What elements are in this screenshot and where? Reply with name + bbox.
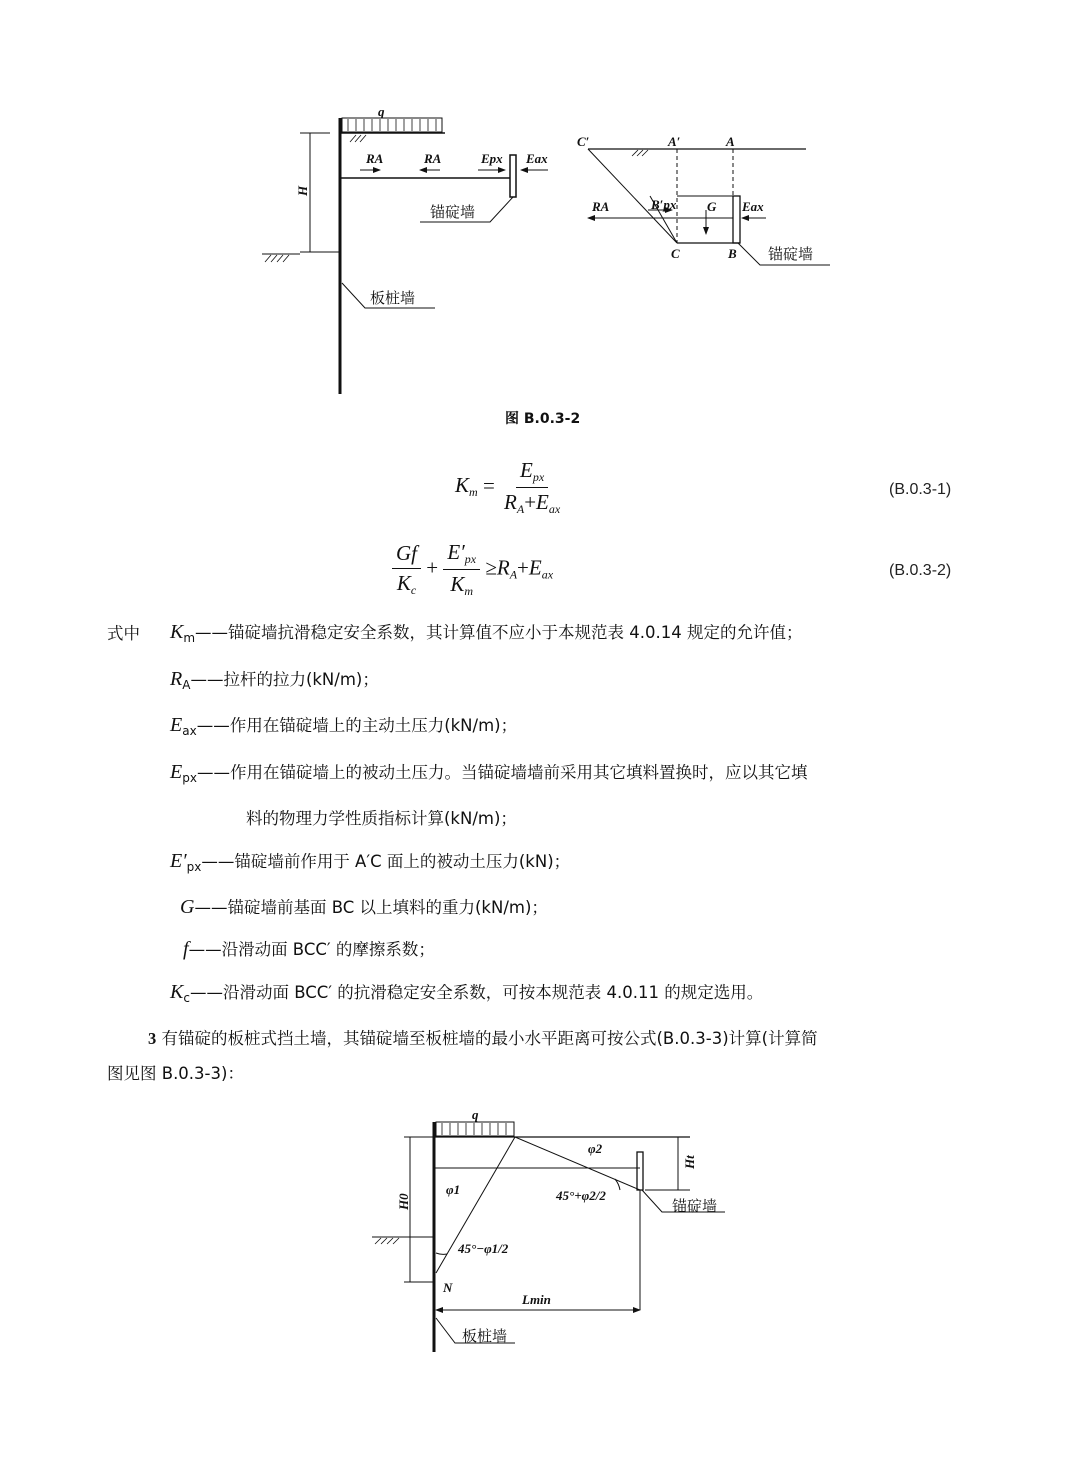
equation-b-0-3-2: $\frac{Gf}{K_c}$ + $\frac{E'_{px}}{K_m}$ $\ge R_A+E_{ax}$	[392, 540, 553, 599]
c-prime-label: C′	[577, 134, 590, 149]
h0-label: H0	[396, 1193, 411, 1210]
equation-b-0-3-1: $K_m$ = $\frac{E_{px}}{R_A+E_{ax}}$	[455, 458, 564, 517]
figure-b-0-3-2	[0, 90, 1080, 410]
lmin-label: Lmin	[522, 1292, 551, 1307]
definition-ra: $R_A——$拉杆的拉力(kN/m)；	[170, 668, 379, 692]
ra-label-3: RA	[592, 199, 610, 214]
angle-45-plus-label: 45°+φ2/2	[556, 1188, 606, 1203]
anchor-wall-label: 锚碇墙	[430, 203, 476, 221]
definition-f: f——沿滑动面 BCC′ 的摩擦系数；	[183, 938, 435, 960]
definition-epx: $E_{px}——$作用在锚碇墙上的被动土压力。当锚碇墙墙前采用其它填料置换时，应以其它填	[170, 761, 808, 785]
ht-label: Ht	[682, 1155, 697, 1169]
figure-caption: 图 B.0.3-2	[505, 411, 581, 427]
eax-label: Eax	[526, 151, 548, 166]
eq2-fraction-2: $\frac{E'_{px}}{K_m}$	[443, 540, 480, 599]
b-prime-px-label: B′px	[651, 197, 677, 212]
figure2-labels	[396, 1107, 717, 1345]
c-label: C	[671, 246, 680, 261]
fig2-anchor-wall-label: 锚碇墙	[672, 1197, 718, 1215]
epx-label: Epx	[481, 151, 503, 166]
definition-eax: $E_{ax}——$作用在锚碇墙上的主动土压力(kN/m)；	[170, 714, 518, 738]
paragraph-line-2: 图见图 B.0.3-3)：	[107, 1064, 244, 1083]
definition-epx-prime: $E'_{px}——$锚碇墙前作用于 A′C 面上的被动土压力(kN)；	[170, 850, 571, 874]
g-label: G	[707, 199, 717, 214]
paragraph-3	[148, 1022, 978, 1055]
ra-label-2: RA	[424, 151, 442, 166]
paragraph-line-1: 有锚碇的板桩式挡土墙，其锚碇墙至板桩墙的最小水平距离可按公式(B.0.3-3)计算(计算简	[161, 1029, 818, 1048]
left-diagram	[262, 118, 548, 394]
equation-number-2: (B.0.3-2)	[889, 562, 952, 579]
fig2-q-label: q	[472, 1107, 479, 1122]
h-label: H	[295, 185, 310, 196]
a-prime-label: A′	[668, 134, 681, 149]
fig2-sheet-pile-wall-label: 板桩墙	[462, 1327, 508, 1345]
phi2-label: φ2	[588, 1141, 603, 1156]
eq1-lhs: $K_m$	[455, 473, 478, 500]
q-label: q	[378, 104, 385, 119]
b-label: B	[728, 246, 737, 261]
angle-45-minus-label: 45°−φ1/2	[458, 1241, 509, 1256]
definition-kc: $K_c——$沿滑动面 BCC′ 的抗滑稳定安全系数，可按本规范表 4.0.11 的规定选用。	[170, 981, 764, 1005]
definition-g: G——锚碇墙前基面 BC 以上填料的重力(kN/m)；	[180, 896, 548, 918]
anchor-wall-label-2: 锚碇墙	[768, 245, 814, 263]
definitions-intro: 式中	[107, 624, 140, 643]
sheet-pile-wall-label: 板桩墙	[370, 289, 416, 307]
definition-epx-continued: 料的物理力学性质指标计算(kN/m)；	[246, 809, 517, 828]
definition-km: $K_m——$锚碇墙抗滑稳定安全系数，其计算值不应小于本规范表 4.0.14 规定的允许值；	[170, 621, 803, 645]
n-label: N	[443, 1280, 453, 1295]
eq1-fraction: $\frac{E_{px}}{R_A+E_{ax}}$	[504, 458, 561, 516]
left-diagram-labels	[295, 104, 548, 307]
ra-label-1: RA	[366, 151, 384, 166]
eq2-fraction-1: $\frac{Gf}{K_c}$	[392, 541, 421, 598]
paragraph-number: 3	[148, 1029, 157, 1048]
eax-label-2: Eax	[742, 199, 764, 214]
equation-number-1: (B.0.3-1)	[889, 481, 952, 498]
figure-b-0-3-3	[0, 1100, 1080, 1360]
a-label: A	[726, 134, 735, 149]
phi1-label: φ1	[446, 1182, 461, 1197]
figure2-lines	[372, 1122, 725, 1352]
